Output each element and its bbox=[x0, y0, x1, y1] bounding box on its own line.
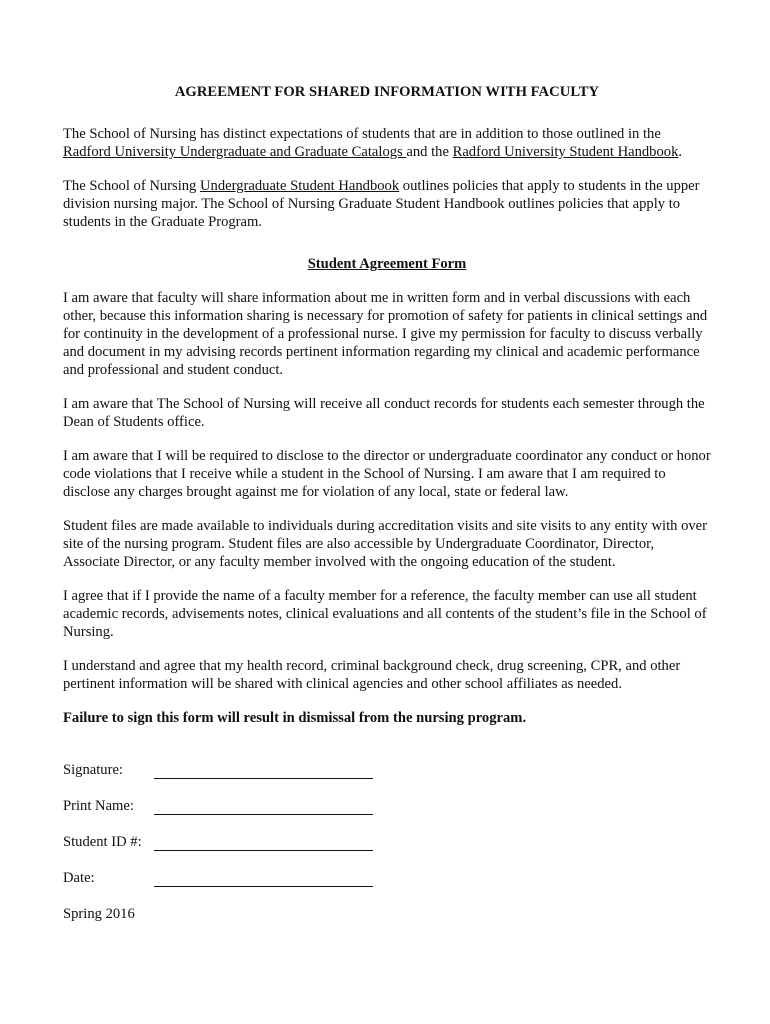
student-id-label: Student ID #: bbox=[63, 834, 142, 850]
signature-line[interactable] bbox=[154, 765, 373, 779]
intro2-text-a: The School of Nursing bbox=[63, 178, 201, 194]
agreement-paragraph-3: I am aware that I will be required to disclose to the director or undergraduate coordinator any conduct or honor code violations that I receive while a student in the School of Nursing. I am aware that I am required to disclose any charges brought against me for violation of any local, state or federal law. bbox=[63, 448, 711, 500]
dismissal-warning: Failure to sign this form will result in dismissal from the nursing program. bbox=[63, 710, 527, 726]
date-field bbox=[63, 869, 711, 887]
agreement-paragraph-4: Student files are made available to individuals during accreditation visits and site visits to any entity with over site of the nursing program. Student files are also accessible by Undergraduate Coordinator, Director, Associate Director, or any faculty member involved with the ongoing education of the student. bbox=[63, 518, 708, 570]
print-name-field bbox=[63, 797, 711, 815]
date-line[interactable] bbox=[154, 873, 373, 887]
student-handbook-reference: Radford University Student Handbook bbox=[452, 144, 679, 160]
student-id-line[interactable] bbox=[154, 837, 373, 851]
agreement-paragraph-6: I understand and agree that my health record, criminal background check, drug screening, CPR, and other pertinent information will be shared with clinical agencies and other school affiliates as needed. bbox=[63, 658, 681, 692]
intro1-text-c: . bbox=[678, 144, 683, 160]
intro-paragraph-2 bbox=[63, 177, 711, 231]
footer-term: Spring 2016 bbox=[63, 906, 135, 922]
agreement-paragraph-5: I agree that if I provide the name of a faculty member for a reference, the faculty member can use all student academic records, advisements notes, clinical evaluations and all contents of the student’s file in the School of Nursing. bbox=[63, 588, 707, 640]
intro1-text-a: The School of Nursing has distinct expectations of students that are in addition to those outlined in the bbox=[63, 126, 661, 142]
intro1-text-b: and the bbox=[406, 144, 453, 160]
date-label: Date: bbox=[63, 870, 95, 886]
print-name-line[interactable] bbox=[154, 801, 373, 815]
document-title: AGREEMENT FOR SHARED INFORMATION WITH FACULTY bbox=[174, 84, 600, 100]
print-name-label: Print Name: bbox=[63, 798, 134, 814]
signature-field bbox=[63, 761, 711, 779]
form-subtitle: Student Agreement Form bbox=[307, 256, 467, 272]
student-id-field bbox=[63, 833, 711, 851]
signature-label: Signature: bbox=[63, 762, 123, 778]
undergraduate-handbook-reference: Undergraduate Student Handbook bbox=[200, 178, 400, 194]
intro-paragraph-1 bbox=[63, 125, 711, 161]
catalogs-reference: Radford University Undergraduate and Graduate Catalogs bbox=[63, 144, 407, 160]
agreement-paragraph-2: I am aware that The School of Nursing will receive all conduct records for students each semester through the Dean of Students office. bbox=[63, 396, 705, 430]
document-content bbox=[63, 83, 711, 923]
intro2-text-b: outlines policies that apply to students in the upper division nursing major. The School of Nursing Graduate Student Handbook outlines policies that apply to students in the Graduate Program. bbox=[63, 178, 700, 230]
agreement-paragraph-1: I am aware that faculty will share information about me in written form and in verbal discussions with each other, because this information sharing is necessary for promotion of safety for patients in clinical settings and for continuity in the development of a professional nurse. I give my permission for faculty to discuss verbally and document in my advising records pertinent information regarding my clinical and academic performance and professional and student conduct. bbox=[63, 290, 708, 378]
